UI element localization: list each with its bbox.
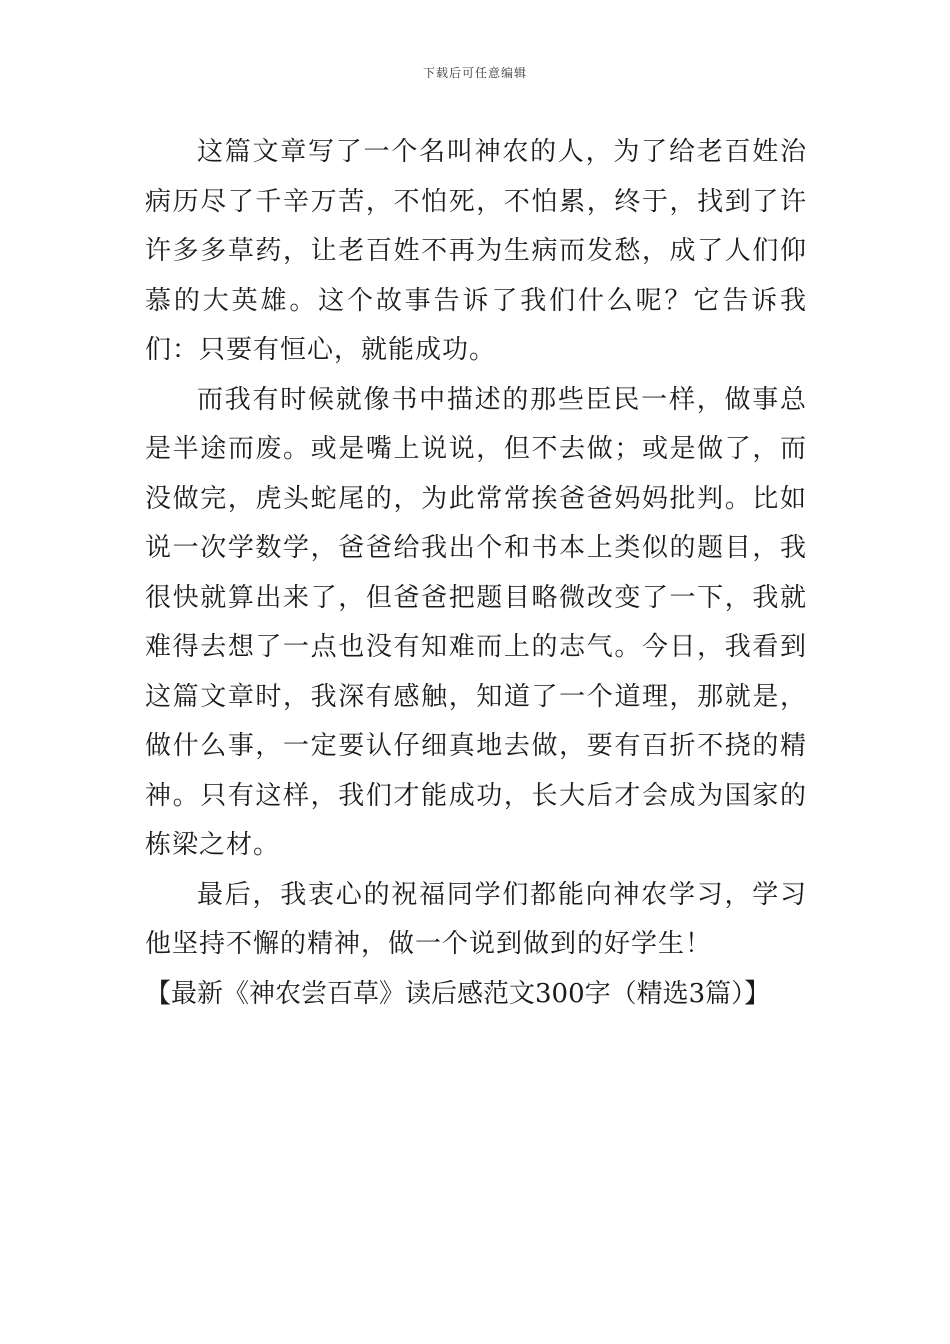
paragraph-3: 最后，我衷心的祝福同学们都能向神农学习，学习他坚持不懈的精神，做一个说到做到的好学生！ bbox=[145, 879, 807, 959]
article-footer-title: 【最新《神农尝百草》读后感范文300字（精选3篇）】 bbox=[145, 978, 771, 1009]
article-body bbox=[145, 128, 807, 1019]
page-header-note: 下载后可任意编辑 bbox=[422, 66, 527, 80]
paragraph-1: 这篇文章写了一个名叫神农的人，为了给老百姓治病历尽了千辛万苦，不怕死，不怕累，终于，找到了许许多多草药，让老百姓不再为生病而发愁，成了人们仰慕的大英雄。这个故事告诉了我们什么呢？它告诉我们：只要有恒心，就能成功。 bbox=[145, 137, 807, 365]
paragraph-2: 而我有时候就像书中描述的那些臣民一样，做事总是半途而废。或是嘴上说说，但不去做；或是做了，而没做完，虎头蛇尾的，为此常常挨爸爸妈妈批判。比如说一次学数学，爸爸给我出个和书本上类似的题目，我很快就算出来了，但爸爸把题目略微改变了一下，我就难得去想了一点也没有知难而上的志气。今日，我看到这篇文章时，我深有感触，知道了一个道理，那就是，做什么事，一定要认仔细真地去做，要有百折不挠的精神。只有这样，我们才能成功，长大后才会成为国家的栋梁之材。 bbox=[145, 384, 807, 860]
